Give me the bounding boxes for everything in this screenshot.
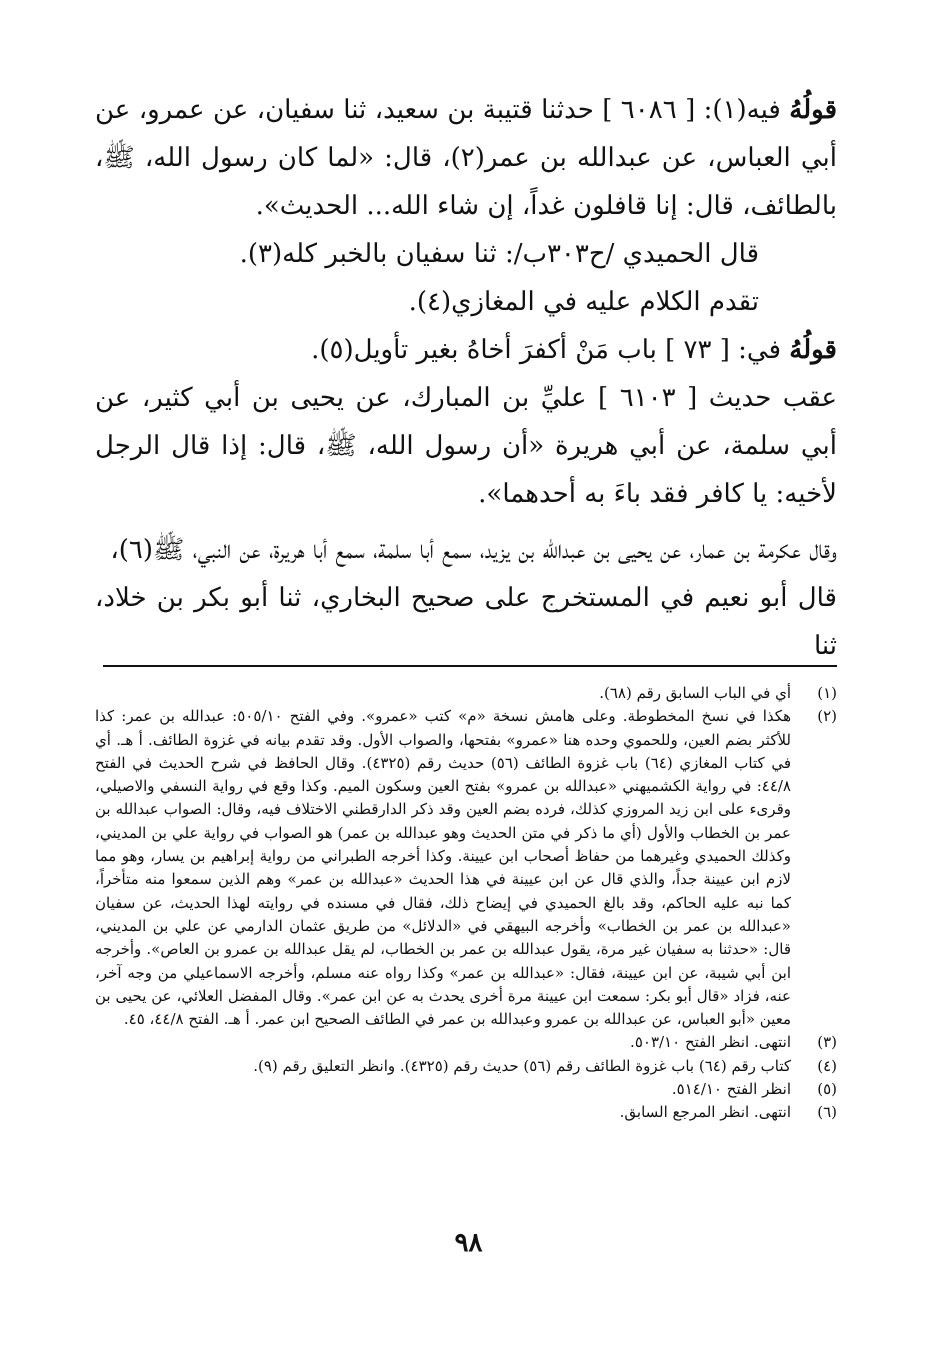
footnote-text: كتاب رقم (٦٤) باب غزوة الطائف رقم (٥٦) حديث رقم (٤٣٢٥). وانظر التعليق رقم (٩). bbox=[253, 1056, 791, 1075]
footnote-3 bbox=[95, 1031, 837, 1054]
paragraph-6 bbox=[95, 526, 837, 574]
footnote-4 bbox=[95, 1055, 837, 1078]
footnote-text: انتهى. انظر الفتح ٥٠٣/١٠. bbox=[630, 1033, 791, 1052]
footnote-text: هكذا في نسخ المخطوطة. وعلى هامش نسخة «م» كتب «عمرو». وفي الفتح ٥٠٥/١٠: عبدالله بن عمر: كذا للأكثر بضم العين، وللحموي وحده هنا «عمرو» بفتحها، والصواب الأول. وقد تقدم بيانه في غزوة الطائف. أ هـ. أي في كتاب المغازي (٦٤) باب غزوة الطائف (٥٦) حديث رقم (٤٣٢٥). وقال الحافظ في شرح الحديث في الفتح ٤٤/٨: في رواية الكشميهني «عبدالله بن عمرو» بفتح العين وسكون الميم. وكذا وقع في رواية النسفي والاصيلي، وقرىء على ابن زيد المروزي كذلك، فرده بضم العين وقد ذكر الدارقطني الاختلاف فيه، وقال: الصواب عبدالله بن عمر بن الخطاب والأول (أي ما ذكر في متن الحديث وهو عبدالله بن عمر) هو الصواب في رواية علي بن المديني، وكذلك الحميدي وغيرهما من حفاظ أصحاب ابن عيينة. وكذا أخرجه الطبراني من رواية إبراهيم بن يسار، وهو مما لازم ابن عيينة جداً، والذي قال عن ابن عيينة في هذا الحديث «عبدالله بن عمر» وهم الذين سمعوا منه متأخراً، كما نبه عليه الحاكم، وقد بالغ الحميدي في إيضاح ذلك، فقال في مسنده في روايته لهذا الحديث، عن سفيان «عبدالله بن عمر بن الخطاب» وأخرجه البيهقي في «الدلائل» من طريق عثمان الدارمي عن علي بن المديني، قال: «حدثنا به سفيان غير مرة، يقول عبدالله بن عمر بن الخطاب، لم يقل عبدالله بن عمرو بن العاص». وأخرجه ابن أبي شيبة، عن ابن عيينة، فقال: «عبدالله بن عمر» وكذا رواه عنه مسلم، وأخرجه الاسماعيلي من وجه آخر، عنه، فزاد «قال أبو بكر: سمعت ابن عيينة مرة أخرى يحدث به عن ابن عمر». وقال المفضل العلائي، عن يحيى بن معين «أبو العباس، عن عبدالله بن عمرو وعبدالله بن عمر في الطائف الصحيح ابن عمر. أ هـ. الفتح ٤٤/٨، ٤٥. bbox=[95, 707, 792, 1029]
paragraph-1-keyword: قولُهُ bbox=[789, 95, 838, 125]
footnote-text: انتهى. انظر المرجع السابق. bbox=[619, 1103, 791, 1122]
page-number: ٩٨ bbox=[454, 1228, 483, 1258]
paragraph-4 bbox=[95, 326, 837, 374]
paragraph-2 bbox=[95, 230, 837, 278]
footnote-number: (٥) bbox=[817, 1080, 837, 1099]
paragraph-gap bbox=[95, 518, 837, 526]
footnote-number: (٤) bbox=[817, 1056, 837, 1075]
paragraph-4-keyword: قولُهُ bbox=[789, 335, 837, 365]
main-text bbox=[95, 86, 837, 670]
paragraph-3 bbox=[95, 278, 837, 326]
footnote-1 bbox=[95, 682, 837, 705]
footnote-number: (٦) bbox=[817, 1103, 837, 1122]
paragraph-2-text: قال الحميدي /ح٣٠٣ب/: ثنا سفيان بالخبر كله(٣). bbox=[239, 239, 759, 269]
paragraph-5-text: عقب حديث [ ٦١٠٣ ] عليِّ بن المبارك، عن يحيى بن أبي كثير، عن أبي سلمة، عن أبي هريرة «أن رسول الله، ﷺ، قال: إذا قال الرجل لأخيه: يا كافر فقد باءَ به أحدهما». bbox=[95, 383, 837, 509]
paragraph-6-text: وقال عكرمة بن عمار، عن يحيى بن عبدالله بن يزيد، سمع أبا سلمة، سمع أبا هريرة، عن النبي، ﷺ(٦)، bbox=[110, 535, 837, 565]
footnote-number: (٢) bbox=[817, 707, 837, 726]
paragraph-1-text: فيه(١): [ ٦٠٨٦ ] حدثنا قتيبة بن سعيد، ثنا سفيان، عن عمرو، عن أبي العباس، عن عبدالله بن عمر(٢)، قال: «لما كان رسول الله، ﷺ، بالطائف، قال: إنا قافلون غداً، إن شاء الله... الحديث». bbox=[95, 95, 837, 221]
paragraph-5 bbox=[95, 374, 837, 518]
footnote-6 bbox=[95, 1101, 837, 1124]
footnote-number: (١) bbox=[817, 684, 837, 702]
paragraph-4-text: في: [ ٧٣ ] باب مَنْ أكفرَ أخاهُ بغير تأويل(٥). bbox=[311, 335, 790, 365]
paragraph-7 bbox=[95, 574, 837, 670]
footnote-text: انظر الفتح ٥١٤/١٠. bbox=[671, 1080, 791, 1099]
paragraph-3-text: تقدم الكلام عليه في المغازي(٤). bbox=[408, 287, 759, 317]
footnote-5 bbox=[95, 1078, 837, 1101]
footnote-number: (٣) bbox=[817, 1033, 837, 1052]
footnotes bbox=[95, 682, 837, 1125]
footnote-separator bbox=[103, 665, 837, 667]
footnote-text: أي في الباب السابق رقم (٦٨). bbox=[599, 684, 791, 702]
paragraph-1 bbox=[95, 86, 837, 230]
paragraph-7-text: قال أبو نعيم في المستخرج على صحيح البخاري، ثنا أبو بكر بن خلاد، ثنا bbox=[95, 583, 837, 661]
footnote-2 bbox=[95, 705, 837, 1031]
